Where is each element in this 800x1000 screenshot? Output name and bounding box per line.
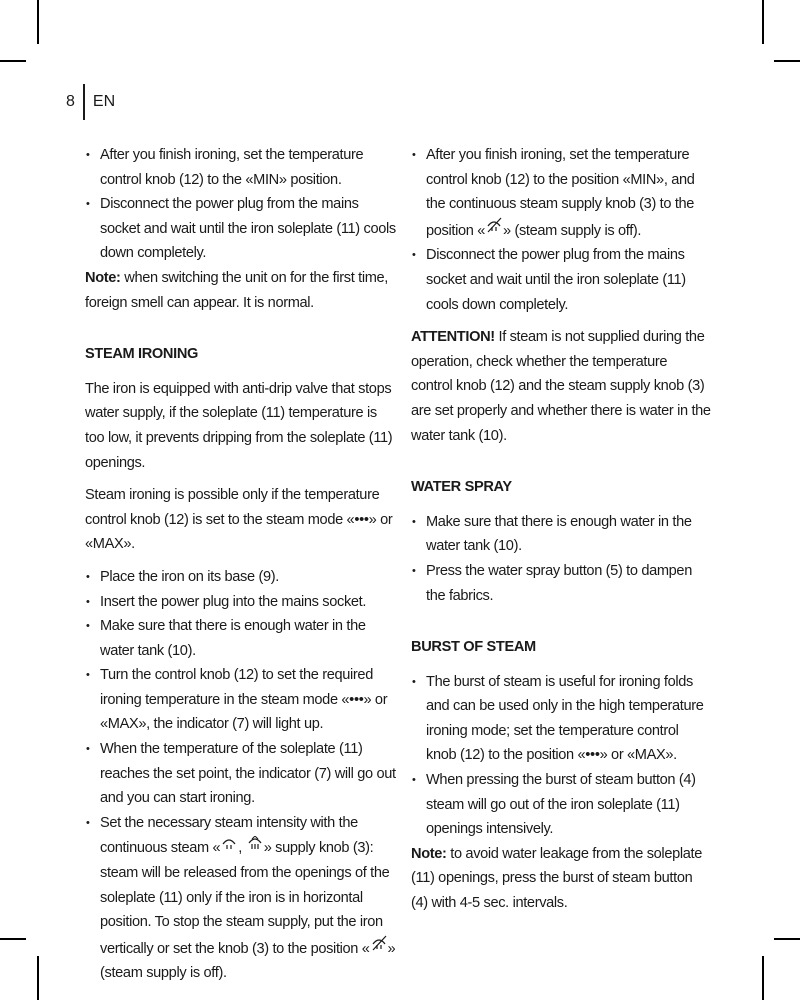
crop-mark-bottom-left-h [0, 938, 26, 940]
crop-mark-bottom-left [37, 956, 39, 1000]
paragraph: Steam ironing is possible only if the temperature control knob (12) is set to the steam mode «•••» or «MAX». [85, 487, 393, 553]
steam-off-icon [370, 935, 388, 961]
note-text: when switching the unit on for the first time, foreign smell can appear. It is normal. [85, 269, 388, 311]
crop-mark-top-left [37, 0, 39, 44]
list-item: • Disconnect the power plug from the mains socket and wait until the iron soleplate (11) cools down completely. [85, 192, 398, 266]
finish-steam-list [411, 143, 711, 317]
list-item: • Make sure that there is enough water in the water tank (10). [411, 510, 711, 559]
note-text: to avoid water leakage from the soleplate (11) openings, press the burst of steam button (4) with 4-5 sec. intervals. [411, 845, 702, 912]
list-item: • Place the iron on its base (9). [85, 565, 398, 590]
text-part: » (steam supply is off). [502, 222, 642, 239]
list-item: • Turn the control knob (12) to set the required ironing temperature in the steam mode «•••» or «MAX», the indicator (7) will light up. [85, 663, 398, 737]
steam-ironing-heading: STEAM IRONING [85, 346, 199, 363]
steam-low-icon [220, 835, 238, 860]
list-item: • When pressing the burst of steam button (4) steam will go out of the iron soleplate (11) openings intensively. [411, 768, 711, 842]
water-spray-heading: WATER SPRAY [411, 479, 512, 496]
text-part: » supply knob (3): steam will be released from the openings of the soleplate (11) only if the iron is in horizontal position. To stop the steam supply, put the iron vertically or set the knob (3) to the position « [100, 840, 390, 957]
list-item: • The burst of steam is useful for ironing folds and can be used only in the high temperature ironing mode; set the temperature control knob (12) to the position «•••» or «MAX». [411, 670, 711, 768]
list-item: • Press the water spray button (5) to dampen the fabrics. [411, 559, 711, 608]
text-part: » (steam supply is off). [100, 940, 396, 982]
steam-off-icon [485, 217, 503, 243]
crop-mark-bottom-right [762, 956, 764, 1000]
steam-high-icon [246, 835, 264, 860]
steam-ironing-list [85, 565, 398, 986]
paragraph: The iron is equipped with anti-drip valve that stops water supply, if the soleplate (11) temperature is too low, it prevents dripping from the soleplate (11) openings. [85, 380, 393, 471]
right-column [411, 143, 711, 916]
crop-mark-top-left-h [0, 60, 26, 62]
attention-text: If steam is not supplied during the operation, check whether the temperature control knob (12) and the steam supply knob (3) are set properly and whether there is water in the water tank (10). [411, 329, 711, 444]
page-header [66, 84, 115, 120]
list-item: • When the temperature of the soleplate (11) reaches the set point, the indicator (7) will go out and you can start ironing. [85, 737, 398, 811]
list-item: • After you finish ironing, set the temperature control knob (12) to the «MIN» position. [85, 143, 398, 192]
page-number: 8 [66, 93, 75, 110]
water-spray-list [411, 510, 711, 608]
list-item: • Disconnect the power plug from the mains socket and wait until the iron soleplate (11) cools down completely. [411, 243, 711, 317]
note-label: Note: [85, 269, 121, 286]
attention-label: ATTENTION! [411, 329, 495, 346]
burst-of-steam-heading: BURST OF STEAM [411, 639, 536, 656]
text-part: After you finish ironing, set the temperature control knob (12) to the position «MIN», and the continuous steam supply knob (3) to the position « [426, 147, 695, 239]
list-item: • Make sure that there is enough water in the water tank (10). [85, 614, 398, 663]
text-part: , [238, 840, 246, 857]
finish-ironing-list [85, 143, 398, 266]
attention-paragraph [411, 325, 711, 448]
crop-mark-bottom-right-h [774, 938, 800, 940]
list-item [85, 811, 398, 986]
note-paragraph [411, 842, 711, 916]
burst-of-steam-list [411, 670, 711, 842]
text-part: Set the necessary steam intensity with the continuous steam « [100, 814, 358, 857]
list-item: • Insert the power plug into the mains socket. [85, 590, 398, 615]
list-item [411, 143, 711, 243]
crop-mark-top-right-h [774, 60, 800, 62]
note-paragraph [85, 266, 398, 315]
language-code: EN [92, 93, 116, 110]
left-column [85, 143, 398, 986]
note-label: Note: [411, 845, 447, 862]
crop-mark-top-right [762, 0, 764, 44]
